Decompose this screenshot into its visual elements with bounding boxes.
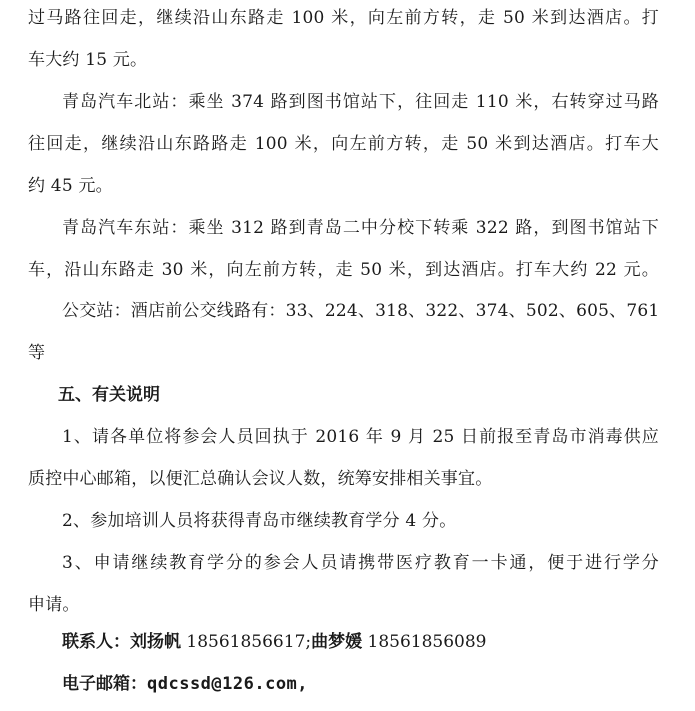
note-item-3: 申请。 [28,595,80,615]
note-item-2: 2、参加培训人员将获得青岛市继续教育学分 4 分。 [62,511,457,531]
north-station-line: 约 45 元。 [28,176,113,196]
note-item-3: 3、申请继续教育学分的参会人员请携带医疗教育一卡通，便于进行学分 [62,553,659,573]
north-station-line: 往回走，继续沿山东路路走 100 米，向左前方转，走 50 米到达酒店。打车大 [28,134,659,154]
contact-line [62,627,487,657]
contact-phone: 18561856617; [181,632,312,652]
note-item-1: 1、请各单位将参会人员回执于 2016 年 9 月 25 日前报至青岛市消毒供应 [62,427,659,447]
contact-name: 曲梦媛 [311,632,363,652]
note-item-1: 质控中心邮箱，以便汇总确认会议人数，统筹安排相关事宜。 [28,469,493,489]
east-station-line: 车，沿山东路走 30 米，向左前方转，走 50 米，到达酒店。打车大约 22 元。 [28,260,659,280]
paragraph-line: 过马路往回走，继续沿山东路走 100 米，向左前方转，走 50 米到达酒店。打 [28,8,659,28]
east-station-line: 青岛汽车东站：乘坐 312 路到青岛二中分校下转乘 322 路，到图书馆站下 [62,218,659,238]
bus-routes-line: 公交站：酒店前公交线路有：33、224、318、322、374、502、605、761 [62,301,659,321]
section-heading: 五、有关说明 [58,385,160,405]
contact-name: 刘扬帆 [130,632,181,652]
email-line [62,669,308,699]
paragraph-line: 车大约 15 元。 [28,50,148,70]
email-address: qdcssd@126.com, [147,674,309,694]
bus-routes-line: 等 [28,343,46,363]
email-label: 电子邮箱： [62,674,147,694]
contact-phone: 18561856089 [362,632,487,652]
contact-label: 联系人： [62,632,130,652]
north-station-line: 青岛汽车北站：乘坐 374 路到图书馆站下，往回走 110 米，右转穿过马路 [62,92,659,112]
